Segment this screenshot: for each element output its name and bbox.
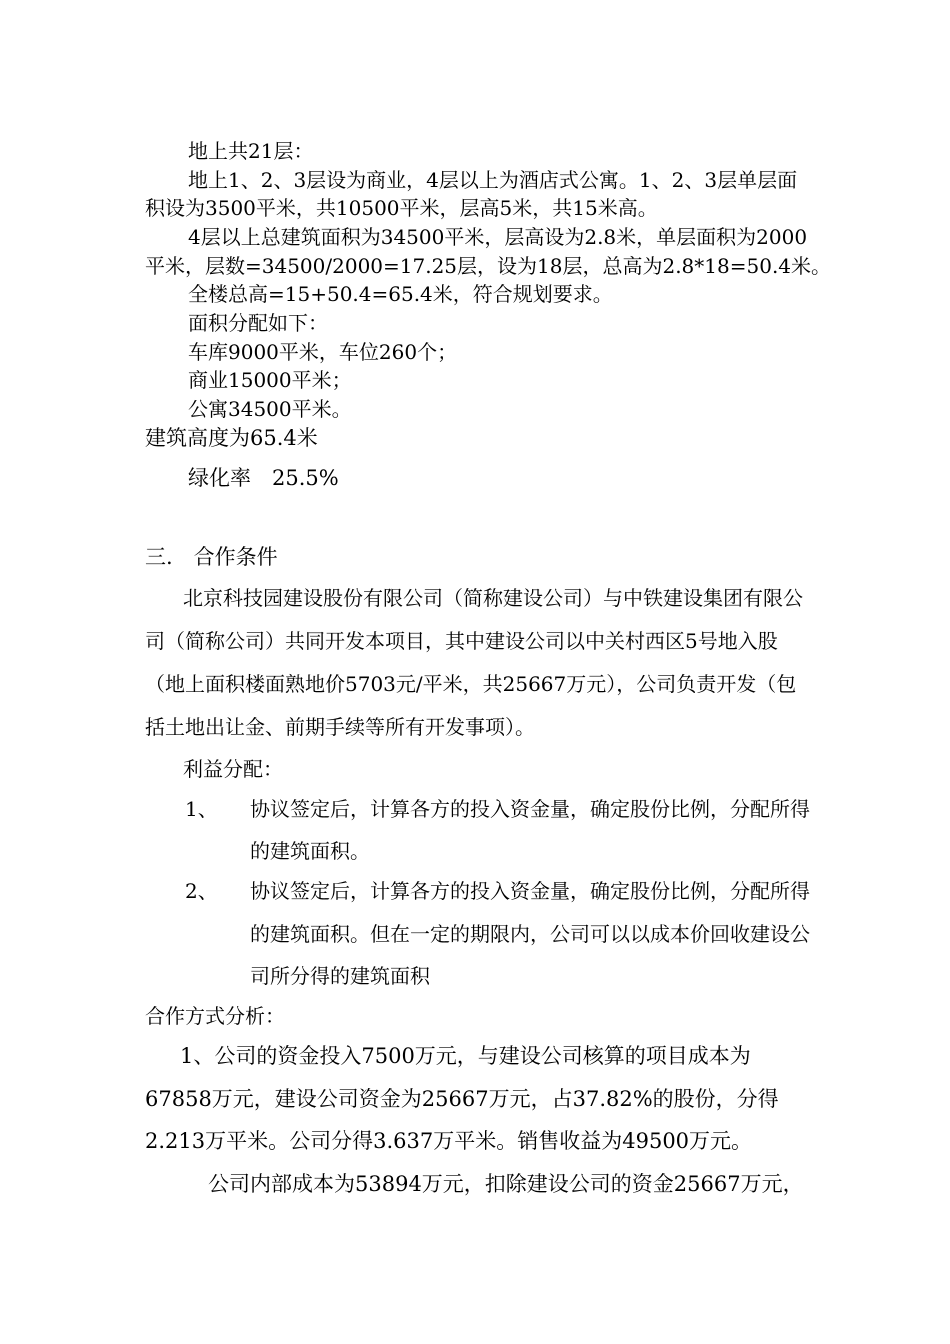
list-item-text: 的建筑面积。但在一定的期限内，公司可以以成本价回收建设公: [250, 922, 810, 946]
paragraph-total-height: 全楼总高=15+50.4=65.4米，符合规划要求。: [188, 282, 613, 306]
paragraph-area-allocation: 面积分配如下：: [188, 311, 328, 335]
list-item-text: 司所分得的建筑面积: [250, 964, 430, 988]
paragraph-floor-use-line1: 地上1、2、3层设为商业，4层以上为酒店式公寓。1、2、3层单层面: [188, 168, 798, 192]
paragraph-garage: 车库9000平米，车位260个；: [188, 340, 458, 364]
paragraph-cooperation-line1: 北京科技园建设股份有限公司（简称建设公司）与中铁建设集团有限公: [183, 586, 803, 610]
analysis-heading: 合作方式分析：: [145, 1004, 285, 1028]
list-item-number: 1、: [185, 797, 218, 821]
paragraph-cooperation-line3: （地上面积楼面熟地价5703元/平米，共25667万元），公司负责开发（包: [145, 672, 797, 696]
paragraph-commercial: 商业15000平米；: [188, 368, 352, 392]
profit-distribution-heading: 利益分配：: [183, 757, 283, 781]
list-item-text: 协议签定后，计算各方的投入资金量，确定股份比例，分配所得: [250, 797, 810, 821]
list-item-text: 协议签定后，计算各方的投入资金量，确定股份比例，分配所得: [250, 879, 810, 903]
paragraph-upper-floors-line1: 4层以上总建筑面积为34500平米，层高设为2.8米，单层面积为2000: [188, 225, 808, 249]
paragraph-building-height: 建筑高度为65.4米: [145, 426, 318, 450]
paragraph-green-rate: 绿化率 25.5%: [188, 466, 339, 490]
section-heading-cooperation: 三. 合作条件: [145, 545, 278, 569]
paragraph-floor-use-line2: 积设为3500平米，共10500平米，层高5米，共15米高。: [145, 196, 658, 220]
paragraph-apartment: 公寓34500平米。: [188, 397, 352, 421]
paragraph-analysis-line1: 1、公司的资金投入7500万元，与建设公司核算的项目成本为: [180, 1044, 751, 1068]
paragraph-upper-floors-line2: 平米，层数=34500/2000=17.25层，设为18层，总高为2.8*18=50.4米。: [145, 254, 832, 278]
list-item-text: 的建筑面积。: [250, 839, 370, 863]
paragraph-analysis-line2: 67858万元，建设公司资金为25667万元，占37.82%的股份，分得: [145, 1087, 779, 1111]
paragraph-analysis-line3: 2.213万平米。公司分得3.637万平米。销售收益为49500万元。: [145, 1129, 753, 1153]
paragraph-cooperation-line2: 司（简称公司）共同开发本项目，其中建设公司以中关村西区5号地入股: [145, 629, 778, 653]
paragraph-internal-cost: 公司内部成本为53894万元，扣除建设公司的资金25667万元，: [208, 1172, 804, 1196]
paragraph-floors-total: 地上共21层：: [188, 139, 314, 163]
paragraph-cooperation-line4: 括土地出让金、前期手续等所有开发事项）。: [145, 715, 535, 739]
list-item-number: 2、: [185, 879, 218, 903]
